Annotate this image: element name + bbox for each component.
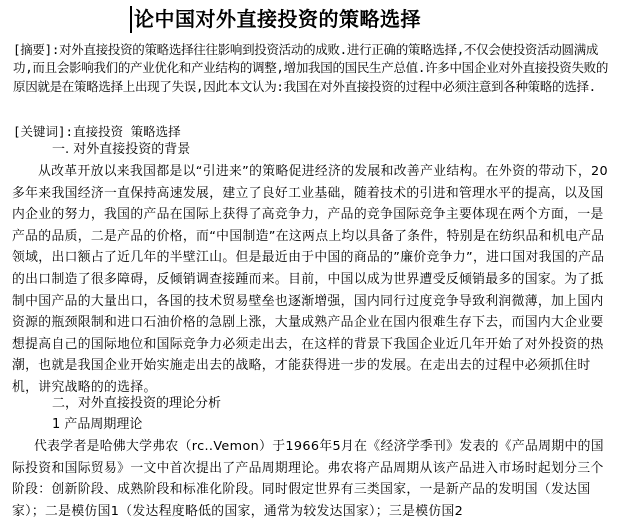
keywords-line: [关键词]:直接投资 策略选择 — [13, 124, 181, 139]
section-two-subheading: 1 产品周期理论 — [52, 417, 143, 432]
text-cursor — [130, 6, 132, 33]
section-two-body: 代表学者是哈佛大学弗农（rc..Vemon）于1966年5月在《经济学季刊》发表的《产品周期中的国际投资和国际贸易》一文中首次提出了产品周期理论。弗农将产品周期从该产品进入市场时起划分三个阶段：创新阶段、成熟阶段和标准化阶段。同时假定世界有三类国家，一是新产品的发明国（发达国家）；二是模仿国1（发达程度略低的国家，通常为较发达国家）；三是模仿国2 — [12, 439, 604, 519]
section-one-body: 从改革开放以来我国都是以“引进来”的策略促进经济的发展和改善产业结构。在外资的带动下，20多年来我国经济一直保持高速发展，建立了良好工业基础，随着技术的引进和管理水平的提高，以及国内企业的努力，我国的产品在国际上获得了高竞争力，产品的竞争国际竞争主要体现在两个方面，一是产品的品质，二是产品的价格，而“中国制造”在这两点上均以具备了条件，特别是在纺织品和机电产品领域，出口额占了近几年的半壁江山。但是最近由于中国的商品的”廉价竞争力”，进口国对我国的产品的出口制造了很多障碍，反倾销调查接踵而来。目前，中国以成为世界遭受反倾销最多的国家。为了抵制中国产品的大量出口，各国的技术贸易壁垒也逐渐增强，国内同行过度竞争导致利润微薄，加上国内资源的瓶颈限制和进口石油价格的急剧上涨，大量成熟产品企业在国内很难生存下去，而国内大企业要想提高自己的国际地位和国际竞争力必须走出去，在这样的背景下我国企业近几年开始了对外投资的热潮，也就是我国企业开始实施走出去的战略，才能获得进一步的发展。在走出去的过程中必须抓住时机，讲究战略的的选择。 — [12, 164, 608, 395]
abstract-paragraph: [摘要]:对外直接投资的策略选择往往影响到投资活动的成败.进行正确的策略选择,不仅会使投资活动圆满成功,而且会影响我们的产业优化和产业结构的调整,增加我国的国民生产总值.许多中国企业对外直接投资失败的原因就是在策略选择上出现了失误,因此本文认为:我国在对外直接投资的过程中必须注意到各种策略的选择. — [13, 42, 609, 94]
document-title: 论中国对外直接投资的策略选择 — [134, 7, 421, 31]
section-two-heading: 二，对外直接投资的理论分析 — [52, 396, 222, 411]
section-one-heading: 一. 对外直接投资的背景 — [52, 142, 191, 157]
